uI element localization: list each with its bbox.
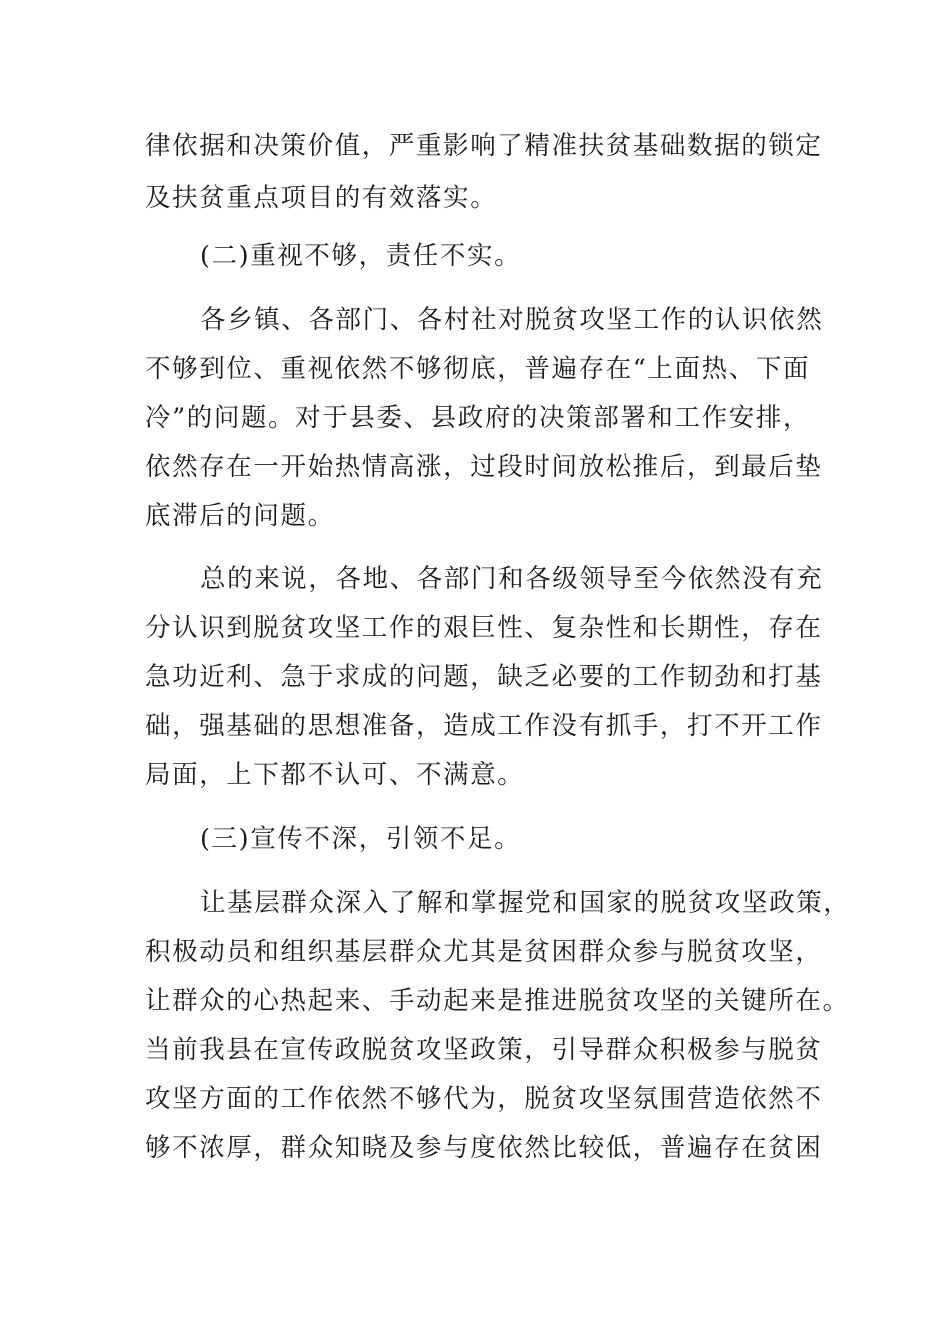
text-line: (三)宣传不深，引领不足。 [200, 824, 522, 854]
text-line: 让群众的心热起来、手动起来是推进脱贫攻坚的关键所在。 [145, 986, 850, 1016]
text-line: 当前我县在宣传政脱贫攻坚政策，引导群众积极参与脱贫 [145, 1035, 823, 1065]
text-line: (二)重视不够，责任不实。 [200, 241, 522, 271]
text-line: 积极动员和组织基层群众尤其是贫困群众参与脱贫攻坚， [145, 937, 823, 967]
text-line: 冷”的问题。对于县委、县政府的决策部署和工作安排， [145, 403, 811, 433]
text-line: 急功近利、急于求成的问题，缺乏必要的工作韧劲和打基 [145, 662, 823, 692]
text-line: 及扶贫重点项目的有效落实。 [145, 183, 498, 213]
text-line: 各乡镇、各部门、各村社对脱贫攻坚工作的认识依然 [200, 305, 824, 335]
text-line: 依然存在一开始热情高涨，过段时间放松推后，到最后垫 [145, 452, 823, 482]
text-line: 分认识到脱贫攻坚工作的艰巨性、复杂性和长期性，存在 [145, 613, 823, 643]
text-line: 局面，上下都不认可、不满意。 [145, 760, 525, 790]
text-line: 让基层群众深入了解和掌握党和国家的脱贫攻坚政策， [200, 888, 851, 918]
text-line: 律依据和决策价值，严重影响了精准扶贫基础数据的锁定 [145, 131, 823, 161]
text-line: 总的来说，各地、各部门和各级领导至今依然没有充 [200, 564, 824, 594]
text-line: 攻坚方面的工作依然不够代为，脱贫攻坚氛围营造依然不 [145, 1084, 823, 1114]
text-line: 础，强基础的思想准备，造成工作没有抓手，打不开工作 [145, 711, 823, 741]
text-line: 底滞后的问题。 [145, 501, 335, 531]
text-line: 够不浓厚，群众知晓及参与度依然比较低，普遍存在贫困 [145, 1133, 823, 1163]
text-line: 不够到位、重视依然不够彻底，普遍存在“上面热、下面 [145, 354, 811, 384]
